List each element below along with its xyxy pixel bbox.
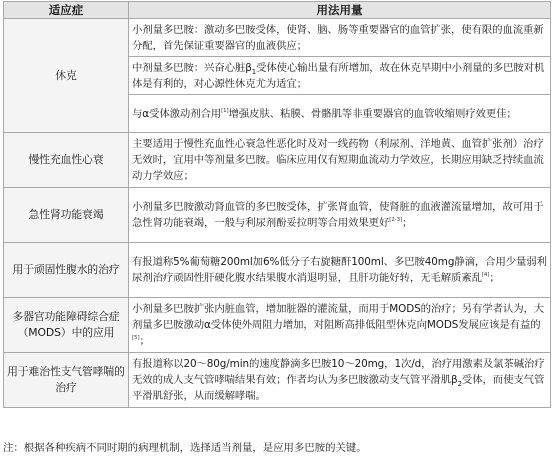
table-row bbox=[4, 133, 551, 188]
usage-text: 与α受体激动剂合用 bbox=[132, 107, 222, 120]
usage-text-cont: ； bbox=[139, 335, 150, 347]
indication-cell: 用于顽固性腹水的治疗 bbox=[4, 243, 129, 298]
reference-mark: [4] bbox=[481, 272, 490, 278]
header-indication: 适应症 bbox=[4, 2, 129, 19]
usage-text-cont: 受体使心输出量有所增加，故在休克早期中小剂量的多巴胺对机体是有利的，对心源性休克尤为适宜； bbox=[132, 61, 545, 90]
reference-mark: [1] bbox=[221, 107, 229, 114]
table-row bbox=[4, 353, 551, 408]
indication-cell: 急性肾功能衰竭 bbox=[4, 188, 129, 243]
usage-cell bbox=[129, 57, 551, 95]
usage-text-cont: 受体，而使支气管平滑肌舒张，从而缓解哮喘。 bbox=[132, 374, 545, 402]
usage-text: 有报道称以20～80g/min的速度静滴多巴胺10～20mg，1次/d，治疗用激素及氯茶碱治疗无效的成人支气管哮喘结果有效；作者均认为多巴胺激动支气管平滑肌β bbox=[132, 358, 545, 386]
table-row bbox=[4, 188, 551, 243]
usage-cell bbox=[129, 298, 551, 353]
indication-cell: 休克 bbox=[4, 19, 129, 133]
usage-cell bbox=[129, 133, 551, 188]
usage-cell bbox=[129, 188, 551, 243]
indication-cell: 慢性充血性心衰 bbox=[4, 133, 129, 188]
header-row bbox=[4, 2, 551, 19]
table-row bbox=[4, 19, 551, 57]
indication-cell: 用于难治性支气管哮喘的治疗 bbox=[4, 353, 129, 408]
usage-text: 有报道称5%葡萄糖200ml加6%低分子右旋糖酐100ml、多巴胺40mg静滴，合用少量弱利尿剂治疗顽固性肝硬化腹水结果腹水消退明显，且肝功能好转，无毛解质紊乱 bbox=[132, 256, 547, 284]
indication-cell: 多器官功能障碍综合症（MODS）中的应用 bbox=[4, 298, 129, 353]
usage-cell bbox=[129, 353, 551, 408]
usage-cell bbox=[129, 243, 551, 298]
dopamine-usage-table bbox=[3, 1, 551, 408]
table-row bbox=[4, 243, 551, 298]
usage-text: 小剂量多巴胺扩张内脏血管，增加脏器的灌流量，而用于MODS的治疗；另有学者认为，大剂量多巴胺激动α受体使外周阻力增加，对阻断高排低阻型休克向MODS发展应该是有益的 bbox=[132, 303, 545, 331]
header-usage: 用法用量 bbox=[129, 2, 551, 19]
usage-text: 小剂量多巴胺：激动多巴胺受体，使肾、脑、肠等重要器官的血管扩张，使有限的血流重新分配，首先保证重要器官的血液供应； bbox=[132, 23, 544, 52]
usage-text-cont: ； bbox=[489, 272, 500, 284]
subscript: 2 bbox=[457, 380, 462, 389]
usage-cell bbox=[129, 95, 551, 133]
table-row bbox=[4, 298, 551, 353]
reference-mark: [5] bbox=[132, 335, 140, 341]
footnote: 注：根据各种疾病不同时期的病理机制，选择适当剂量，是应用多巴胺的关键。 bbox=[3, 442, 367, 454]
reference-mark: [2-3] bbox=[389, 217, 403, 223]
usage-text: 主要适用于慢性充血性心衰急性恶化时及对一线药物（利尿剂、洋地黄、血管扩张剂）治疗无效时，宜用中等剂量多巴胺。临床应用仅有短期血流动力学效应，长期应用缺乏持续血流动力学效应； bbox=[132, 138, 544, 182]
usage-text-cont: 增强皮肤、粘膜、骨骼肌等非重要器官的血管收缩则疗效更佳； bbox=[228, 107, 517, 120]
usage-text: 小剂量多巴胺激动肾血管的多巴胺受体，扩张肾血管，使肾脏的血液灌流量增加，故可用于急性肾功能衰竭，一般与利尿剂酚妥拉明等合用效果更好 bbox=[132, 201, 544, 229]
subscript: 1 bbox=[251, 67, 257, 76]
usage-text: 中剂量多巴胺：兴奋心脏β bbox=[132, 61, 252, 74]
usage-text-cont: ； bbox=[402, 217, 413, 229]
usage-cell bbox=[129, 19, 551, 57]
